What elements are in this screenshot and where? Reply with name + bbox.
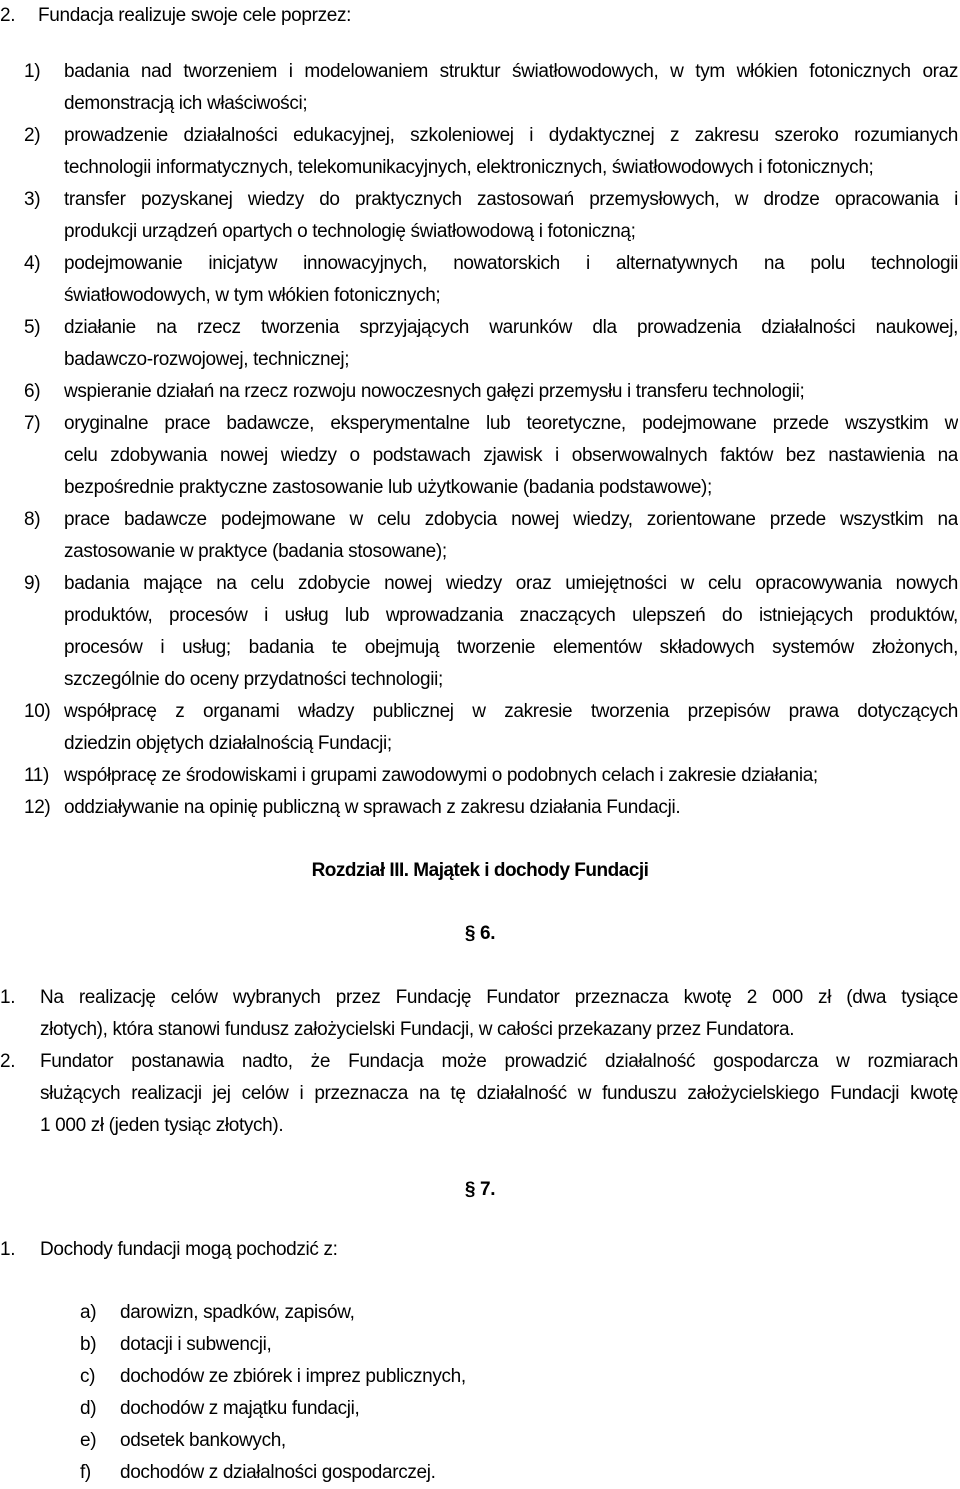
list-item-text: prace badawcze podejmowane w celu zdobycia nowej wiedzy, zorientowane przede wszystkim na xyxy=(64,509,958,530)
list-item-text: odsetek bankowych, xyxy=(120,1430,286,1451)
list-marker: a) xyxy=(80,1302,97,1323)
paragraph-text: Fundator postanawia nadto, że Fundacja może prowadzić działalność gospodarcza w rozmiarach xyxy=(40,1051,958,1072)
list-item-text: produktów, procesów i usług lub wprowadzania znaczących ulepszeń do istniejących produktów, xyxy=(64,605,958,626)
list-item-text: dochodów z majątku fundacji, xyxy=(120,1398,360,1419)
list-item-text: celu zdobywania nowej wiedzy o podstawach zjawisk i obserwowalnych faktów bez nastawienia na xyxy=(64,445,958,466)
list-item-text: współpracę ze środowiskami i grupami zawodowymi o podobnych celach i zakresie działania; xyxy=(64,765,818,786)
list-item-text: dotacji i subwencji, xyxy=(120,1334,272,1355)
list-item-text: oddziaływanie na opinię publiczną w sprawach z zakresu działania Fundacji. xyxy=(64,797,681,818)
list-marker: 11) xyxy=(24,765,50,786)
paragraph-6-label: § 6. xyxy=(464,923,496,944)
paragraph-text: Na realizację celów wybranych przez Fundację Fundator przeznacza kwotę 2 000 zł (dwa tysiące xyxy=(40,987,958,1008)
paragraph-marker: 1. xyxy=(0,1239,16,1260)
list-item-text: produkcji urządzeń opartych o technologię światłowodową i fotoniczną; xyxy=(64,221,636,242)
list-marker: c) xyxy=(80,1366,96,1387)
list-item-text: współpracę z organami władzy publicznej w zakresie tworzenia przepisów prawa dotyczących xyxy=(64,701,958,722)
list-item-text: dochodów z działalności gospodarczej. xyxy=(120,1462,436,1483)
list-item-text: demonstracją ich właściwości; xyxy=(64,93,308,114)
list-marker: f) xyxy=(80,1462,91,1483)
section-heading-text: Fundacja realizuje swoje cele poprzez: xyxy=(38,5,352,26)
list-marker: 1) xyxy=(24,61,41,82)
paragraph-text: Dochody fundacji mogą pochodzić z: xyxy=(40,1239,338,1260)
list-item-text: oryginalne prace badawcze, eksperymentalne lub teoretyczne, podejmowane przede wszystkim w xyxy=(64,413,958,434)
list-item-text: darowizn, spadków, zapisów, xyxy=(120,1302,355,1323)
list-marker: 9) xyxy=(24,573,41,594)
paragraph-text: 1 000 zł (jeden tysiąc złotych). xyxy=(40,1115,284,1136)
list-item-text: dziedzin objętych działalnością Fundacji; xyxy=(64,733,392,754)
list-marker: b) xyxy=(80,1334,97,1355)
list-item-text: badawczo-rozwojowej, technicznej; xyxy=(64,349,350,370)
list-item-text: podejmowanie inicjatyw innowacyjnych, nowatorskich i alternatywnych na polu technologii xyxy=(64,253,958,274)
list-marker: 6) xyxy=(24,381,41,402)
list-marker: 7) xyxy=(24,413,41,434)
list-item-text: szczególnie do oceny przydatności technologii; xyxy=(64,669,443,690)
list-item-text: zastosowanie w praktyce (badania stosowane); xyxy=(64,541,447,562)
list-marker: 8) xyxy=(24,509,41,530)
list-item-text: prowadzenie działalności edukacyjnej, szkoleniowej i dydaktycznej z zakresu szeroko rozumianych xyxy=(64,125,958,146)
chapter-title: Rozdział III. Majątek i dochody Fundacji xyxy=(311,860,649,881)
list-item-text: badania nad tworzeniem i modelowaniem struktur światłowodowych, w tym włókien fotonicznych oraz xyxy=(64,61,958,82)
list-item-text: światłowodowych, w tym włókien fotonicznych; xyxy=(64,285,441,306)
list-item-text: badania mające na celu zdobycie nowej wiedzy oraz umiejętności w celu opracowywania nowych xyxy=(64,573,958,594)
list-marker: 10) xyxy=(24,701,51,722)
list-marker: 4) xyxy=(24,253,41,274)
list-item-text: technologii informatycznych, telekomunikacyjnych, elektronicznych, światłowodowych i fotonicznych; xyxy=(64,157,874,178)
list-marker: 3) xyxy=(24,189,41,210)
list-item-text: działanie na rzecz tworzenia sprzyjających warunków dla prowadzenia działalności naukowej, xyxy=(64,317,958,338)
list-item-text: wspieranie działań na rzecz rozwoju nowoczesnych gałęzi przemysłu i transferu technologii; xyxy=(64,381,805,402)
paragraph-7-label: § 7. xyxy=(464,1179,496,1200)
paragraph-text: złotych), która stanowi fundusz założycielski Fundacji, w całości przekazany przez Fundatora. xyxy=(40,1019,795,1040)
paragraph-marker: 1. xyxy=(0,987,16,1008)
list-marker: 2) xyxy=(24,125,41,146)
list-marker: d) xyxy=(80,1398,97,1419)
paragraph-text: służących realizacji jej celów i przeznacza na tę działalność w funduszu założycielskiego Fundacji kwotę xyxy=(40,1083,958,1104)
list-item-text: procesów i usług; badania te obejmują tworzenie elementów składowych systemów złożonych, xyxy=(64,637,958,658)
list-marker: 5) xyxy=(24,317,41,338)
section-marker: 2. xyxy=(0,5,16,26)
list-item-text: bezpośrednie praktyczne zastosowanie lub użytkowanie (badania podstawowe); xyxy=(64,477,712,498)
list-marker: 12) xyxy=(24,797,51,818)
paragraph-marker: 2. xyxy=(0,1051,16,1072)
list-item-text: dochodów ze zbiórek i imprez publicznych, xyxy=(120,1366,466,1387)
list-marker: e) xyxy=(80,1430,97,1451)
list-item-text: transfer pozyskanej wiedzy do praktycznych zastosowań przemysłowych, w drodze opracowania i xyxy=(64,189,958,210)
